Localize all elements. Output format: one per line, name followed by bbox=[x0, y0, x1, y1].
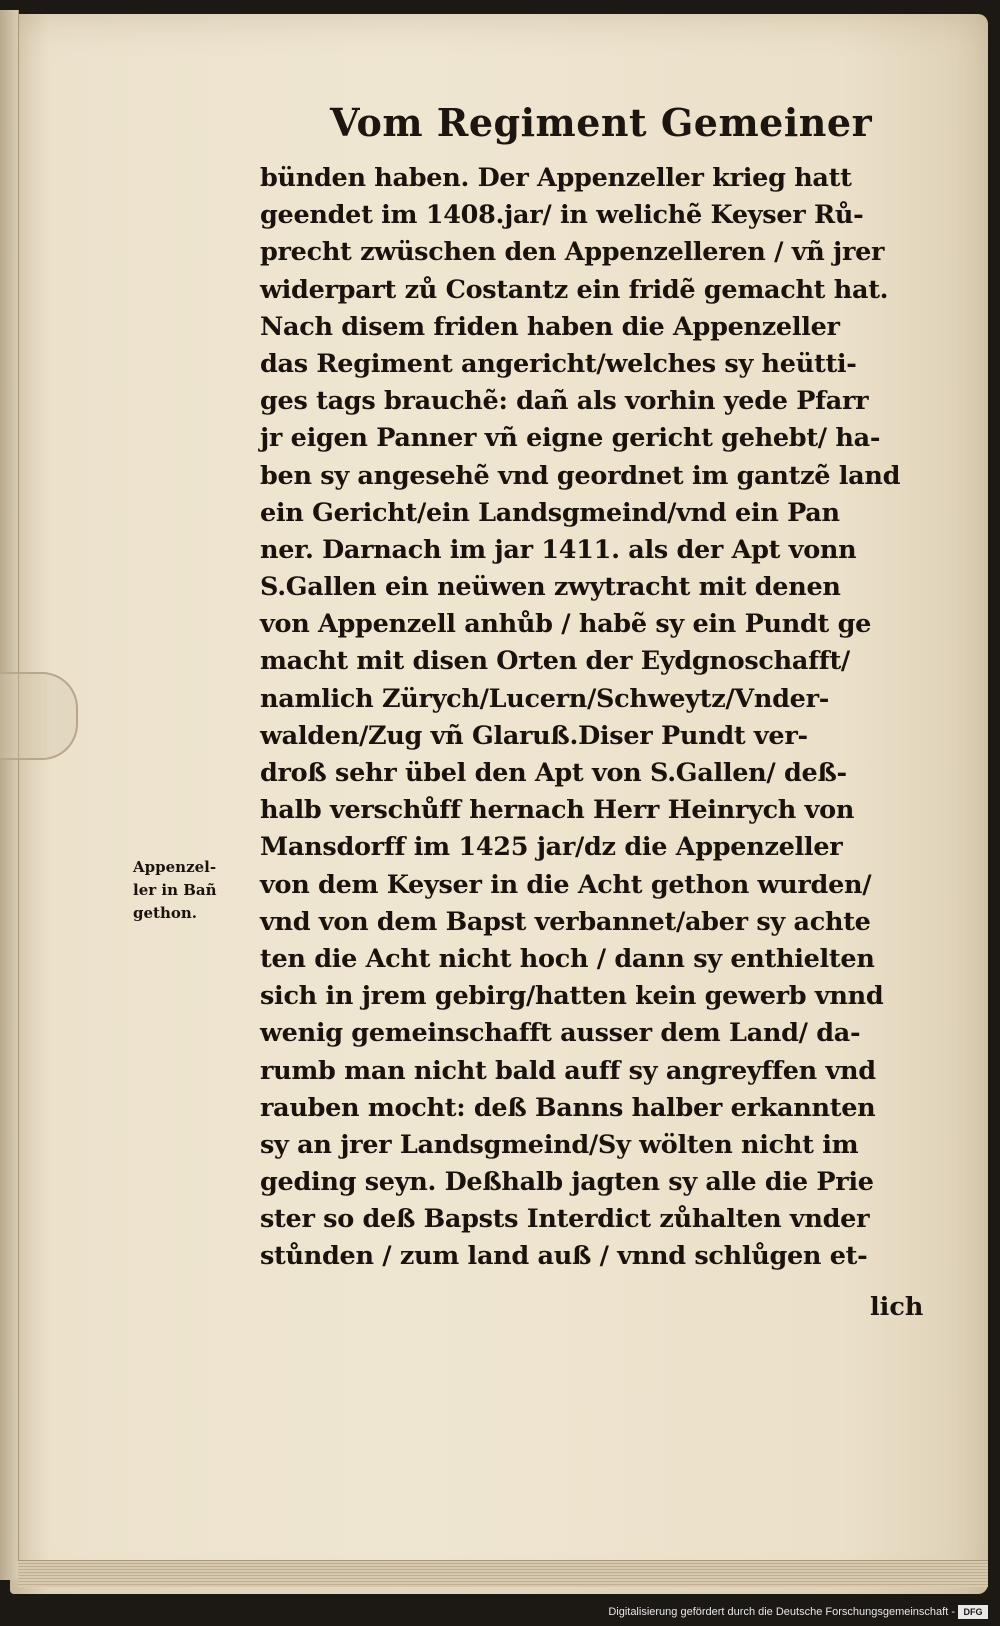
text-line: ten die Acht nicht hoch / dann sy enthielten bbox=[260, 943, 875, 974]
text-line: droß sehr übel den Apt von S.Gallen/ deß- bbox=[260, 758, 847, 788]
text-line: ein Gericht/ein Landsgmeind/vnd ein Pan bbox=[260, 497, 840, 528]
text-line: widerpart zů Costantz ein fridẽ gemacht hat. bbox=[260, 274, 889, 305]
page-edge-left bbox=[0, 10, 19, 1580]
text-line: S.Gallen ein neüwen zwytracht mit denen bbox=[260, 572, 841, 603]
text-line: ges tags brauchẽ: dañ als vorhin yede Pfarr bbox=[260, 386, 869, 417]
marginal-note-line: Appenzel- bbox=[133, 858, 217, 876]
text-line: rauben mocht: deß Banns halber erkannten bbox=[260, 1092, 876, 1123]
text-line: Nach disem friden haben die Appenzeller bbox=[260, 311, 840, 342]
text-line: ner. Darnach im jar 1411. als der Apt vonn bbox=[260, 534, 857, 565]
text-line: Mansdorff im 1425 jar/dz die Appenzeller bbox=[260, 832, 843, 863]
running-head: Vom Regiment Gemeiner bbox=[330, 100, 873, 145]
text-line: geendet im 1408.jar/ in welichẽ Keyser Rů- bbox=[260, 200, 864, 231]
text-line: das Regiment angericht/welches sy heütti- bbox=[260, 348, 857, 379]
dfg-logo: DFG bbox=[958, 1605, 988, 1619]
marginal-note-line: gethon. bbox=[133, 904, 197, 922]
text-line: halb verschůff hernach Herr Heinrych von bbox=[260, 795, 855, 826]
text-line: von Appenzell anhůb / habẽ sy ein Pundt ge bbox=[260, 609, 872, 640]
page-edge-bottom bbox=[18, 1560, 988, 1587]
text-line: sich in jrem gebirg/hatten kein gewerb vnnd bbox=[260, 981, 884, 1012]
text-line: wenig gemeinschafft ausser dem Land/ da- bbox=[260, 1018, 861, 1049]
catchword: lich bbox=[870, 1292, 924, 1322]
main-text-block bbox=[260, 160, 940, 1276]
marginal-note bbox=[133, 856, 263, 925]
book-clasp bbox=[0, 672, 78, 760]
text-line: namlich Zürych/Lucern/Schweytz/Vnder- bbox=[260, 683, 830, 714]
text-line: von dem Keyser in die Acht gethon wurden/ bbox=[260, 869, 872, 900]
text-line: ster so deß Bapsts Interdict zůhalten vnder bbox=[260, 1204, 870, 1235]
text-line: jr eigen Panner vñ eigne gericht gehebt/ ha- bbox=[260, 423, 881, 454]
text-line: geding seyn. Deßhalb jagten sy alle die Prie bbox=[260, 1167, 874, 1198]
text-line: macht mit disen Orten der Eydgnoschafft/ bbox=[260, 646, 850, 677]
text-line: precht zwüschen den Appenzelleren / vñ jrer bbox=[260, 237, 885, 268]
footer-credit: Digitalisierung gefördert durch die Deutsche Forschungsgemeinschaft - bbox=[608, 1606, 955, 1618]
marginal-note-line: ler in Bañ bbox=[133, 881, 217, 899]
text-line: ben sy angesehẽ vnd geordnet im gantzẽ land bbox=[260, 460, 901, 491]
text-line: bünden haben. Der Appenzeller krieg hatt bbox=[260, 163, 852, 193]
text-line: vnd von dem Bapst verbannet/aber sy achte bbox=[260, 906, 871, 937]
text-line: rumb man nicht bald auff sy angreyffen vnd bbox=[260, 1055, 876, 1086]
text-line: stůnden / zum land auß / vnnd schlůgen et- bbox=[260, 1241, 868, 1272]
text-line: sy an jrer Landsgmeind/Sy wölten nicht im bbox=[260, 1129, 859, 1160]
text-line: walden/Zug vñ Glaruß.Diser Pundt ver- bbox=[260, 720, 808, 751]
